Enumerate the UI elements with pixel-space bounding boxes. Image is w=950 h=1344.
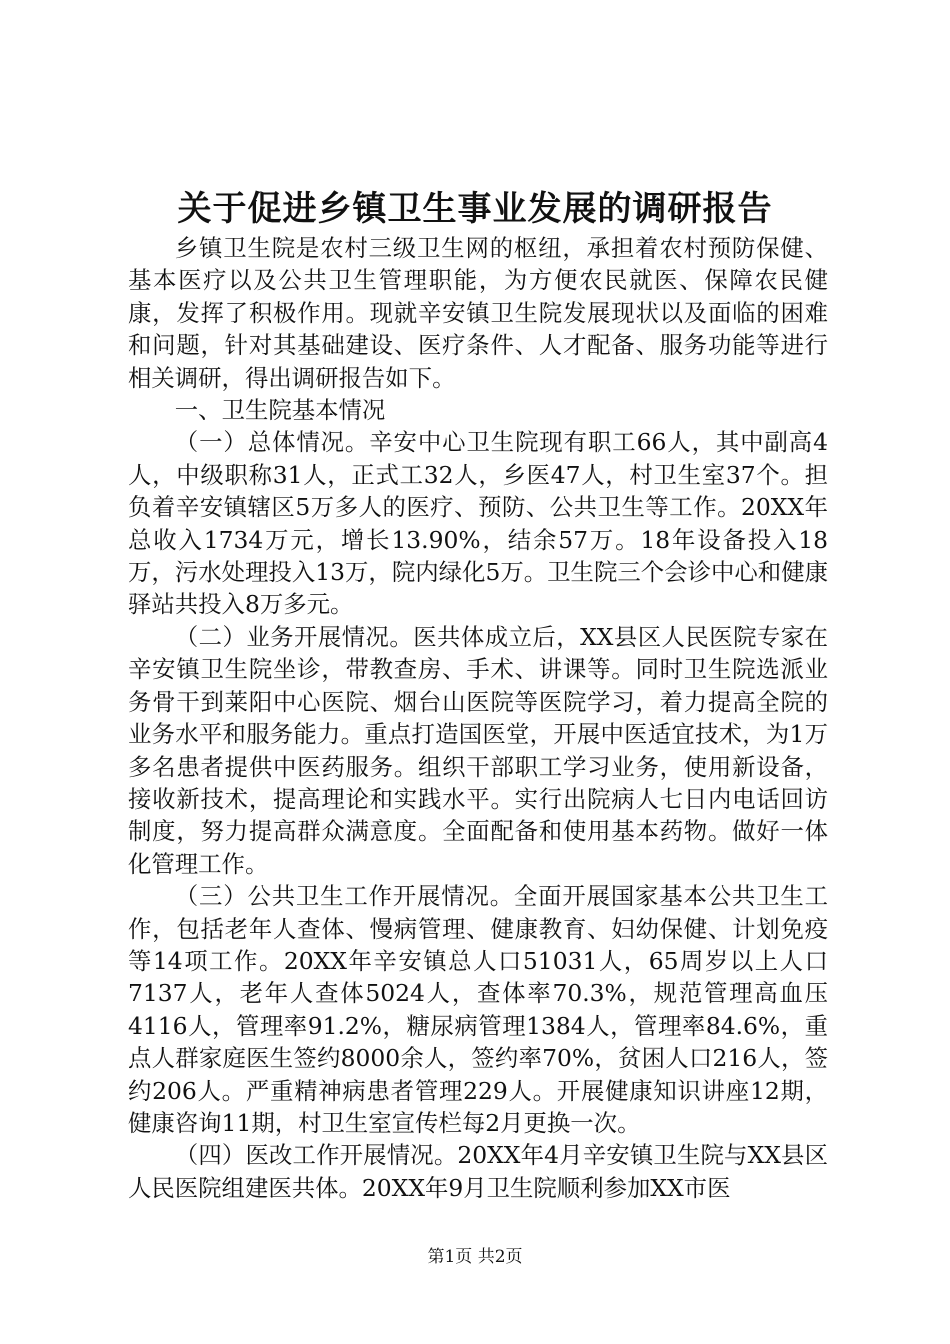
section-heading: 一、卫生院基本情况 bbox=[174, 396, 386, 425]
paragraph-medical-reform: （四）医改工作开展情况。20XX年4月辛安镇卫生院与XX县区人民医院组建医共体。20XX年9月卫生院顺利参加XX市医 bbox=[128, 1141, 828, 1202]
document-title: 关于促进乡镇卫生事业发展的调研报告 bbox=[177, 189, 773, 229]
paragraph-overall-situation: （一）总体情况。辛安中心卫生院现有职工66人，其中副高4人，中级职称31人，正式工32人，乡医47人，村卫生室37个。担负着辛安镇辖区5万多人的医疗、预防、公共卫生等工作。20XX年总收入1734万元，增长13.90%，结余57万。18年设备投入18万，污水处理投入13万，院内绿化5万。卫生院三个会诊中心和健康驿站共投入8万多元。 bbox=[128, 428, 828, 619]
document-body bbox=[128, 232, 828, 1204]
intro-paragraph: 乡镇卫生院是农村三级卫生网的枢纽，承担着农村预防保健、基本医疗以及公共卫生管理职能，为方便农民就医、保障农民健康，发挥了积极作用。现就辛安镇卫生院发展现状以及面临的困难和问题，针对其基础建设、医疗条件、人才配备、服务功能等进行相关调研，得出调研报告如下。 bbox=[128, 234, 828, 392]
paragraph-business-development: （二）业务开展情况。医共体成立后，XX县区人民医院专家在辛安镇卫生院坐诊，带教查房、手术、讲课等。同时卫生院选派业务骨干到莱阳中心医院、烟台山医院等医院学习，着力提高全院的业务水平和服务能力。重点打造国医堂，开展中医适宜技术，为1万多名患者提供中医药服务。组织干部职工学习业务，使用新设备，接收新技术，提高理论和实践水平。实行出院病人七日内电话回访制度，努力提高群众满意度。全面配备和使用基本药物。做好一体化管理工作。 bbox=[128, 622, 828, 878]
page-number-footer: 第1页 共2页 bbox=[427, 1247, 523, 1267]
paragraph-public-health: （三）公共卫生工作开展情况。全面开展国家基本公共卫生工作，包括老年人查体、慢病管理、健康教育、妇幼保健、计划免疫等14项工作。20XX年辛安镇总人口51031人，65周岁以上人口7137人，老年人查体5024人，查体率70.3%，规范管理高血压4116人，管理率91.2%，糖尿病管理1384人，管理率84.6%，重点人群家庭医生签约8000余人，签约率70%，贫困人口216人，签约206人。严重精神病患者管理229人。开展健康知识讲座12期，健康咨询11期，村卫生室宣传栏每2月更换一次。 bbox=[128, 882, 828, 1137]
